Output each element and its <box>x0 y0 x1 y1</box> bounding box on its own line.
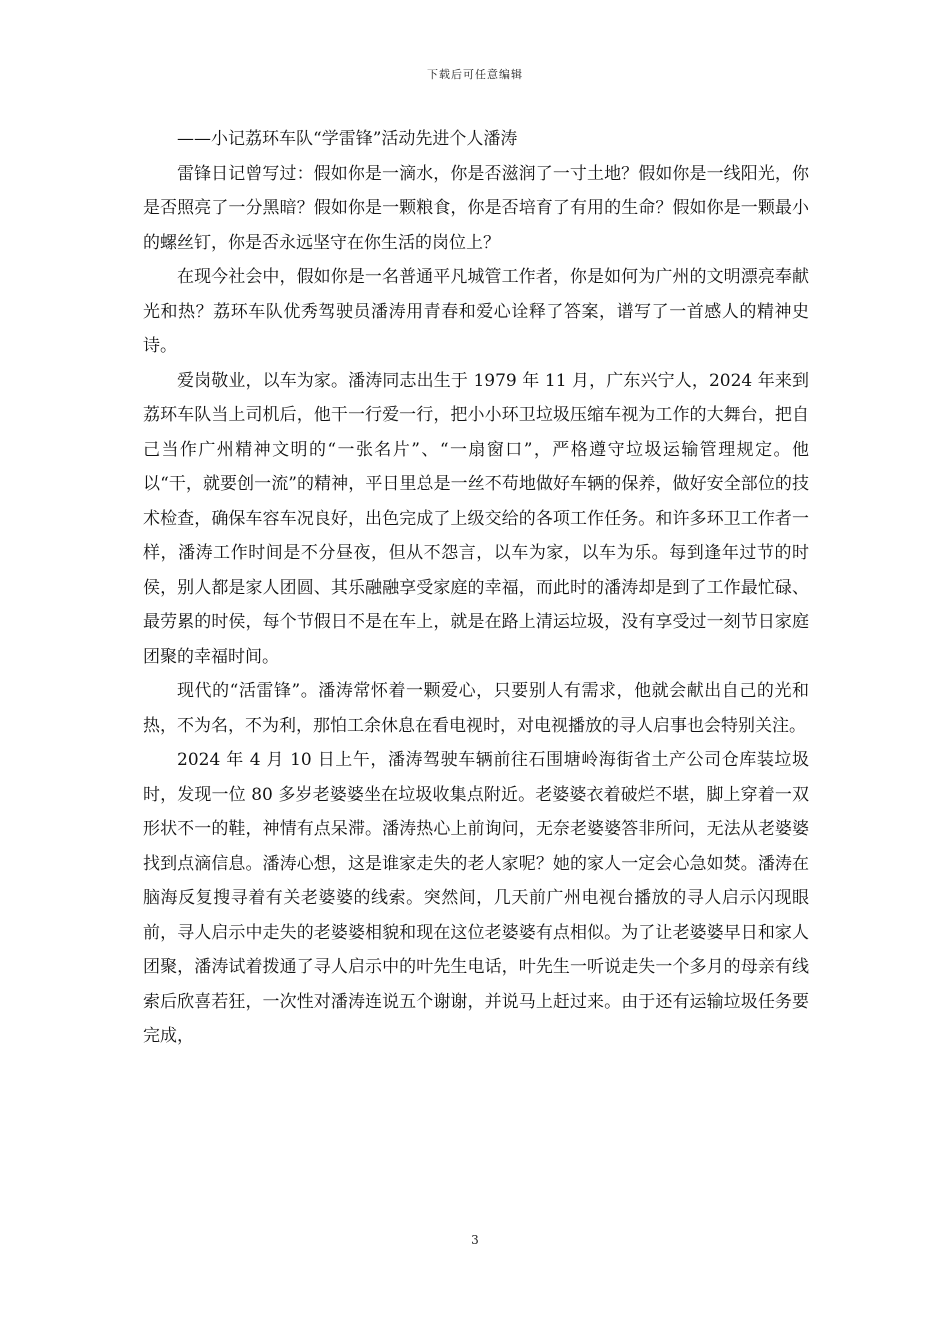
page-number: 3 <box>471 1233 479 1247</box>
subtitle: ——小记荔环车队“学雷锋”活动先进个人潘涛 <box>177 129 518 149</box>
paragraph-1: 雷锋日记曾写过：假如你是一滴水，你是否滋润了一寸土地？假如你是一线阳光，你是否照亮了一分黑暗？假如你是一颗粮食，你是否培育了有用的生命？假如你是一颗最小的螺丝钉，你是否永远坚守在你生活的岗位上？ <box>143 163 809 253</box>
page-header: 下载后可任意编辑 <box>427 68 523 81</box>
paragraph-4: 现代的“活雷锋”。潘涛常怀着一颗爱心，只要别人有需求，他就会献出自己的光和热，不为名，不为利，那怕工余休息在看电视时，对电视播放的寻人启事也会特别关注。 <box>143 681 809 736</box>
paragraph-5: 2024 年 4 月 10 日上午，潘涛驾驶车辆前往石围塘岭海街省土产公司仓库装垃圾时，发现一位 80 多岁老婆婆坐在垃圾收集点附近。老婆婆衣着破烂不堪，脚上穿着一双形状不一的鞋，神情有点呆滞。潘涛热心上前询问，无奈老婆婆答非所问，无法从老婆婆找到点滴信息。潘涛心想，这是谁家走失的老人家呢？她的家人一定会心急如焚。潘涛在脑海反复搜寻着有关老婆婆的线索。突然间，几天前广州电视台播放的寻人启示闪现眼前，寻人启示中走失的老婆婆相貌和现在这位老婆婆有点相似。为了让老婆婆早日和家人团聚，潘涛试着拨通了寻人启示中的叶先生电话，叶先生一听说走失一个多月的母亲有线索后欣喜若狂，一次性对潘涛连说五个谢谢，并说马上赶过来。由于还有运输垃圾任务要完成， <box>143 750 809 1046</box>
paragraph-3: 爱岗敬业，以车为家。潘涛同志出生于 1979 年 11 月，广东兴宁人，2024 年来到荔环车队当上司机后，他干一行爱一行，把小小环卫垃圾压缩车视为工作的大舞台，把自己当作广州精神文明的“一张名片”、“一扇窗口”，严格遵守垃圾运输管理规定。他以“干，就要创一流”的精神，平日里总是一丝不苟地做好车辆的保养，做好安全部位的技术检查，确保车容车况良好，出色完成了上级交给的各项工作任务。和许多环卫工作者一样，潘涛工作时间是不分昼夜，但从不怨言，以车为家，以车为乐。每到逢年过节的时侯，别人都是家人团圆、其乐融融享受家庭的幸福，而此时的潘涛却是到了工作最忙碌、最劳累的时侯，每个节假日不是在车上，就是在路上清运垃圾，没有享受过一刻节日家庭团聚的幸福时间。 <box>143 370 809 667</box>
paragraph-2: 在现今社会中，假如你是一名普通平凡城管工作者，你是如何为广州的文明漂亮奉献光和热？荔环车队优秀驾驶员潘涛用青春和爱心诠释了答案，谱写了一首感人的精神史诗。 <box>143 267 809 356</box>
document-body <box>143 122 809 1054</box>
